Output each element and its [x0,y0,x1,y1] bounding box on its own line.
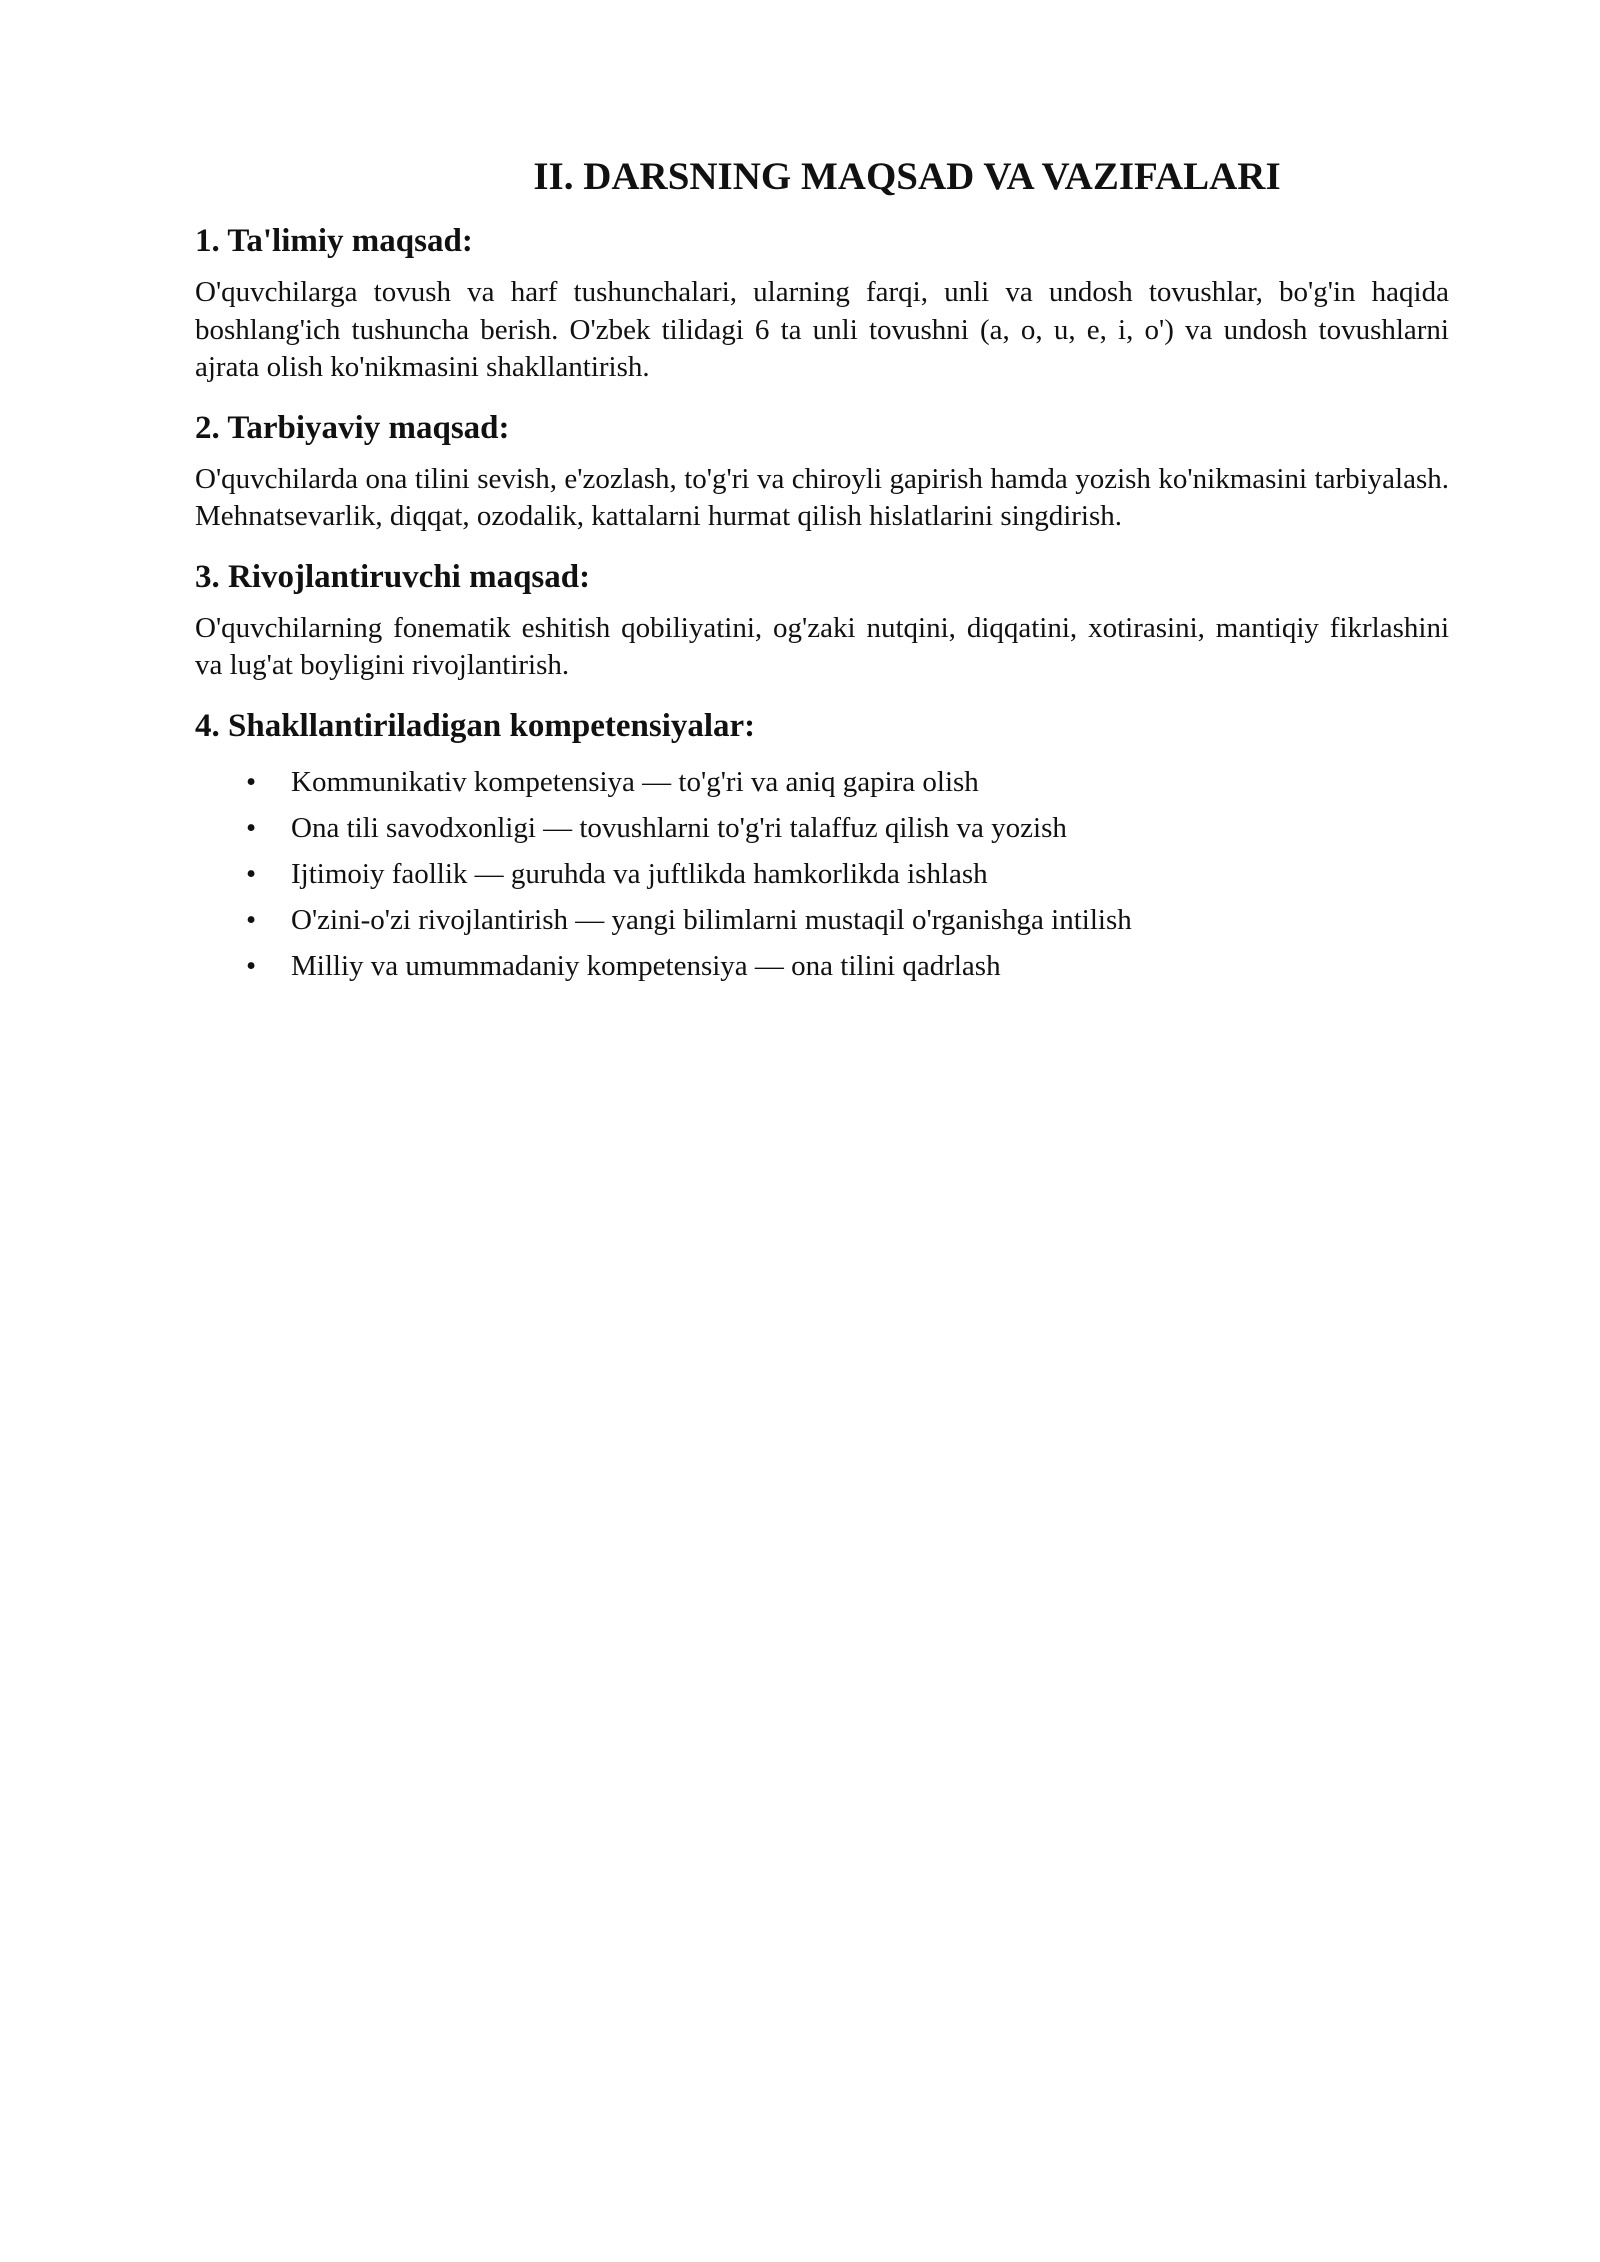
list-item [195,805,1449,851]
section-paragraph: O'quvchilarda ona tilini sevish, e'zozlash, to'g'ri va chiroyli gapirish hamda yozish ko'nikmasini tarbiyalash. Mehnatsevarlik, diqqat, ozodalik, kattalarni hurmat qilish hislatlarini singdirish. [195,462,1449,532]
list-item [195,897,1449,943]
section-developmental-goal [195,554,1449,685]
list-item-text: Ijtimoiy faollik — guruhda va juftlikda hamkorlikda ishlash [291,857,988,890]
list-item [195,943,1449,989]
section-paragraph: O'quvchilarga tovush va harf tushunchalari, ularning farqi, unli va undosh tovushlar, bo'g'in haqida boshlang'ich tushuncha berish. O'zbek tilidagi 6 ta unli tovushni (a, o, u, e, i, o') va undosh tovushlarni ajrata olish ko'nikmasini shakllantirish. [195,276,1449,383]
section-educational-goal [195,218,1449,387]
section-heading: 2. Tarbiyaviy maqsad: [195,409,510,446]
bullet-icon: • [246,903,257,936]
list-item-text: Milliy va umummadaniy kompetensiya — ona tilini qadrlash [291,949,1001,982]
bullet-icon: • [246,857,257,890]
section-heading: 1. Ta'limiy maqsad: [195,223,473,259]
section-paragraph: O'quvchilarning fonematik eshitish qobiliyatini, og'zaki nutqini, diqqatini, xotirasini, mantiqiy fikrlashini va lug'at boyligini rivojlantirish. [195,611,1449,681]
document-page [195,150,1449,989]
list-item-text: Ona tili savodxonligi — tovushlarni to'g'ri talaffuz qilish va yozish [291,811,1067,844]
section-upbringing-goal [195,405,1449,536]
section-heading: 4. Shakllantiriladigan kompetensiyalar: [195,707,756,744]
section-competencies [195,703,1449,989]
bullet-icon: • [246,811,257,844]
list-item [195,851,1449,897]
section-heading: 3. Rivojlantiruvchi maqsad: [195,558,591,595]
competency-list [195,759,1449,989]
list-item [195,759,1449,805]
bullet-icon: • [246,949,257,982]
list-item-text: O'zini-o'zi rivojlantirish — yangi bilimlarni mustaqil o'rganishga intilish [291,903,1132,936]
list-item-text: Kommunikativ kompetensiya — to'g'ri va aniq gapira olish [291,765,979,798]
page-title: II. DARSNING MAQSAD VA VAZIFALARI [533,155,1281,198]
bullet-icon: • [246,765,257,798]
